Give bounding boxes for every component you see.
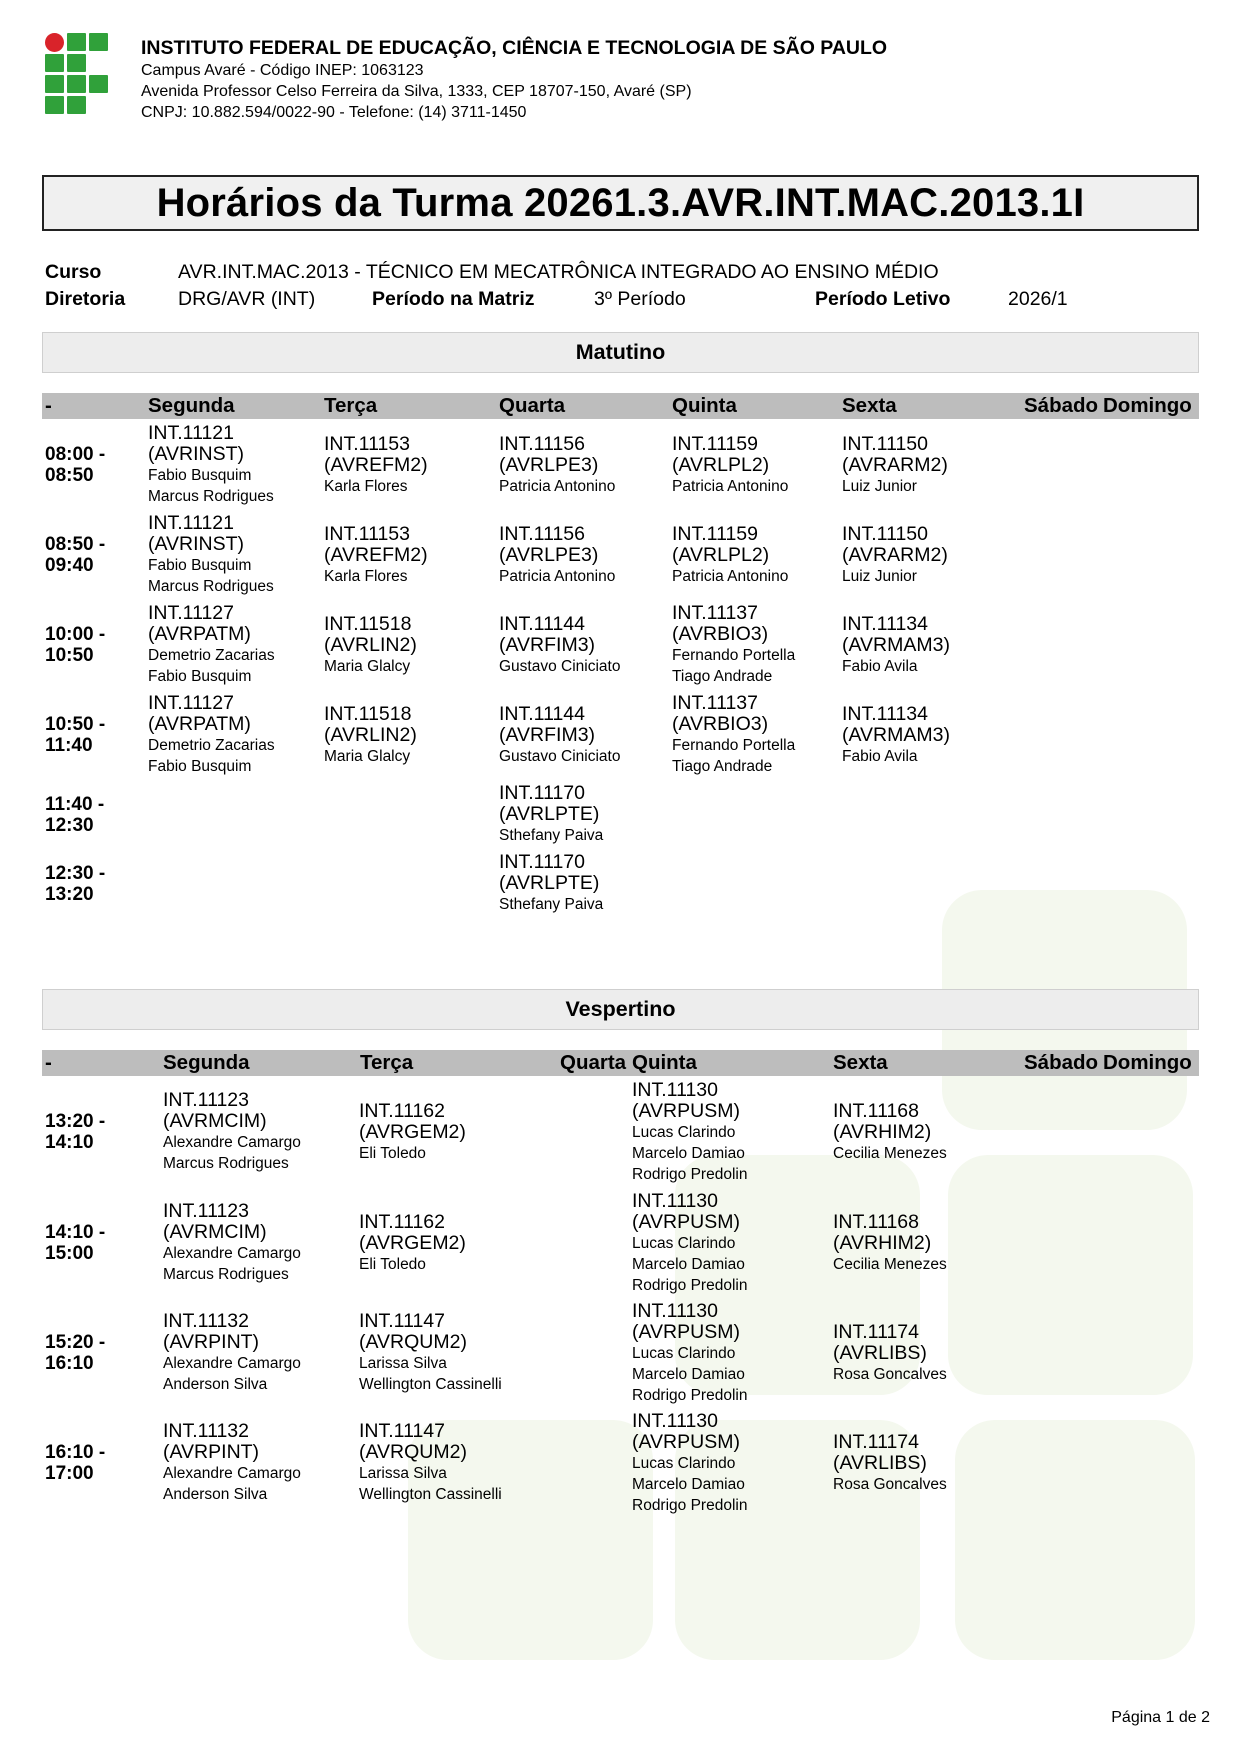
column-header-quinta: Quinta — [672, 394, 737, 417]
course-code: INT.11127 — [148, 692, 234, 714]
logo-square — [67, 96, 86, 114]
course-cell — [833, 1322, 947, 1385]
column-header-quinta: Quinta — [632, 1051, 697, 1074]
title-box — [42, 175, 1199, 231]
course-code: INT.11130 — [632, 1299, 718, 1322]
teacher-name: Demetrio Zacarias — [148, 647, 275, 664]
course-code: INT.11162 — [359, 1210, 445, 1233]
course-code: INT.11518 — [324, 702, 412, 725]
course-code: INT.11174 — [833, 1320, 919, 1343]
column-header-quarta: Quarta — [499, 394, 566, 417]
teacher-name: Fernando Portella — [672, 647, 796, 664]
course-abbreviation: (AVRPUSM) — [632, 1320, 740, 1343]
course-code: INT.11159 — [672, 522, 758, 545]
periodo-letivo-label: Período Letivo — [815, 288, 951, 310]
course-abbreviation: (AVRFIM3) — [499, 723, 596, 746]
course-cell — [842, 434, 948, 497]
course-cell — [499, 614, 620, 677]
teacher-name: Wellington Cassinelli — [359, 1486, 502, 1503]
time-slot-line: 08:50 - — [45, 534, 106, 555]
teacher-name: Karla Flores — [324, 477, 408, 495]
course-code: INT.11123 — [163, 1200, 249, 1222]
course-cell — [672, 693, 795, 777]
teacher-name: Cecilia Menezes — [833, 1255, 947, 1273]
course-cell — [148, 693, 275, 777]
course-cell — [148, 513, 274, 597]
column-header-sexta: Sexta — [833, 1051, 888, 1074]
teacher-name: Marcelo Damiao — [632, 1255, 745, 1273]
course-cell — [324, 614, 417, 677]
time-slot — [45, 444, 105, 486]
course-code: INT.11134 — [842, 702, 928, 725]
course-abbreviation: (AVRLPTE) — [499, 803, 600, 825]
course-cell — [632, 1411, 747, 1516]
teacher-name: Rodrigo Predolin — [632, 1165, 748, 1183]
course-abbreviation: (AVRMCIM) — [163, 1110, 267, 1132]
teacher-name: Wellington Cassinelli — [359, 1376, 502, 1393]
teacher-name: Alexandre Camargo — [163, 1355, 301, 1372]
course-abbreviation: (AVRPATM) — [148, 623, 251, 645]
vespertino-column-header — [42, 1050, 1199, 1076]
logo-red-dot — [45, 33, 64, 52]
course-abbreviation: (AVRLPTE) — [499, 872, 600, 894]
course-code: INT.11137 — [672, 692, 758, 714]
column-header-domingo: Domingo — [1103, 1051, 1192, 1074]
teacher-name: Luiz Junior — [842, 567, 917, 585]
curso-value: AVR.INT.MAC.2013 - TÉCNICO EM MECATRÔNICA INTEGRADO AO ENSINO MÉDIO — [178, 261, 939, 283]
vespertino-section-header: Vespertino — [42, 989, 1199, 1030]
teacher-name: Alexandre Camargo — [163, 1465, 301, 1482]
course-code: INT.11144 — [499, 612, 585, 635]
teacher-name: Eli Toledo — [359, 1255, 426, 1273]
teacher-name: Patricia Antonino — [672, 567, 789, 585]
time-slot-line: 11:40 - — [45, 793, 105, 815]
column-header-quarta: Quarta — [560, 1051, 627, 1074]
course-code: INT.11130 — [632, 1078, 718, 1101]
course-code: INT.11127 — [148, 602, 234, 624]
course-code: INT.11147 — [359, 1420, 445, 1442]
time-slot-line: 16:10 - — [45, 1442, 106, 1463]
course-code: INT.11170 — [499, 851, 585, 873]
course-abbreviation: (AVRLPE3) — [499, 453, 599, 476]
time-slot-line: 14:10 — [45, 1132, 94, 1153]
teacher-name: Marcus Rodrigues — [163, 1155, 289, 1172]
teacher-name: Maria Glalcy — [324, 657, 411, 675]
teacher-name: Fabio Busquim — [148, 467, 252, 484]
institution-header — [141, 36, 887, 123]
time-slot — [45, 863, 105, 905]
time-slot — [45, 1222, 105, 1264]
periodo-letivo-value: 2026/1 — [1008, 288, 1068, 310]
column-header: - — [45, 1051, 52, 1074]
column-header-sabado: Sábado — [1024, 394, 1099, 417]
course-cell — [163, 1421, 301, 1505]
course-cell — [672, 524, 788, 587]
time-slot — [45, 1111, 105, 1153]
course-abbreviation: (AVRHIM2) — [833, 1120, 932, 1143]
course-abbreviation: (AVRBIO3) — [672, 623, 769, 645]
time-slot — [45, 794, 104, 836]
course-abbreviation: (AVREFM2) — [324, 543, 428, 566]
course-abbreviation: (AVRQUM2) — [359, 1441, 467, 1463]
course-cell — [359, 1311, 502, 1395]
time-slot-line: 12:30 - — [45, 862, 106, 884]
course-code: INT.11156 — [499, 522, 585, 545]
course-cell — [359, 1212, 466, 1275]
diretoria-value: DRG/AVR (INT) — [178, 288, 316, 310]
course-code: INT.11153 — [324, 522, 410, 545]
course-abbreviation: (AVRPINT) — [163, 1441, 260, 1463]
column-header-terca: Terça — [360, 1051, 414, 1074]
course-code: INT.11132 — [163, 1310, 249, 1332]
course-abbreviation: (AVRMCIM) — [163, 1221, 267, 1243]
page-number: Página 1 de 2 — [1111, 1709, 1210, 1726]
course-abbreviation: (AVRPATM) — [148, 713, 251, 735]
course-code: INT.11144 — [499, 702, 585, 725]
course-abbreviation: (AVRHIM2) — [833, 1231, 932, 1254]
course-cell — [499, 434, 615, 497]
course-code: INT.11150 — [842, 432, 928, 455]
course-code: INT.11132 — [163, 1420, 249, 1442]
teacher-name: Rodrigo Predolin — [632, 1386, 748, 1404]
course-abbreviation: (AVRPUSM) — [632, 1210, 740, 1233]
course-cell — [842, 614, 950, 677]
teacher-name: Patricia Antonino — [499, 567, 616, 585]
time-slot-line: 10:50 - — [45, 714, 106, 735]
course-abbreviation: (AVRLIN2) — [324, 633, 417, 656]
logo-square — [45, 75, 64, 93]
course-code: INT.11134 — [842, 612, 928, 635]
course-abbreviation: (AVRARM2) — [842, 453, 948, 476]
course-abbreviation: (AVRMAM3) — [842, 723, 950, 746]
teacher-name: Fabio Busquim — [148, 668, 252, 685]
course-abbreviation: (AVRBIO3) — [672, 713, 769, 735]
course-cell — [499, 783, 603, 846]
time-slot-line: 11:40 — [45, 735, 93, 756]
time-slot-line: 13:20 — [45, 883, 94, 905]
time-slot-line: 16:10 — [45, 1353, 94, 1374]
course-code: INT.11121 — [148, 422, 234, 444]
column-header-terca: Terça — [324, 394, 378, 417]
diretoria-label: Diretoria — [45, 288, 126, 310]
course-abbreviation: (AVRINST) — [148, 533, 245, 555]
logo-square — [89, 33, 108, 51]
course-code: INT.11123 — [163, 1089, 249, 1111]
teacher-name: Larissa Silva — [359, 1355, 447, 1372]
time-slot — [45, 714, 105, 756]
logo-square — [67, 54, 86, 72]
page-title: Horários da Turma 20261.3.AVR.INT.MAC.2013.1I — [156, 180, 1085, 225]
logo-square — [89, 75, 108, 93]
institution-campus: Campus Avaré - Código INEP: 1063123 — [141, 62, 424, 79]
teacher-name: Patricia Antonino — [672, 477, 789, 495]
course-cell — [672, 434, 788, 497]
teacher-name: Patricia Antonino — [499, 477, 616, 495]
course-code: INT.11174 — [833, 1430, 919, 1453]
time-slot-line: 10:00 - — [45, 624, 106, 645]
course-abbreviation: (AVRLPE3) — [499, 543, 599, 566]
time-slot-line: 13:20 - — [45, 1111, 106, 1132]
course-abbreviation: (AVREFM2) — [324, 453, 428, 476]
periodo-matriz-label: Período na Matriz — [372, 288, 535, 310]
course-cell — [833, 1212, 947, 1275]
time-slot-line: 08:50 — [45, 465, 94, 486]
teacher-name: Marcus Rodrigues — [163, 1266, 289, 1283]
curso-label: Curso — [45, 261, 102, 283]
teacher-name: Gustavo Ciniciato — [499, 657, 621, 675]
column-header-sexta: Sexta — [842, 394, 897, 417]
institution-logo — [44, 32, 112, 116]
teacher-name: Sthefany Paiva — [499, 827, 604, 844]
teacher-name: Sthefany Paiva — [499, 896, 604, 913]
teacher-name: Luiz Junior — [842, 477, 917, 495]
column-header-segunda: Segunda — [163, 1051, 250, 1074]
course-code: INT.11137 — [672, 602, 758, 624]
course-cell — [359, 1101, 466, 1164]
column-header-domingo: Domingo — [1103, 394, 1192, 417]
course-abbreviation: (AVRLIBS) — [833, 1341, 927, 1364]
time-slot — [45, 624, 105, 666]
course-cell — [833, 1432, 947, 1495]
course-abbreviation: (AVRGEM2) — [359, 1120, 466, 1143]
time-slot — [45, 1442, 105, 1484]
teacher-name: Fabio Avila — [842, 657, 918, 675]
matutino-section-header: Matutino — [42, 332, 1199, 373]
time-slot-line: 09:40 — [45, 555, 94, 576]
course-cell — [324, 524, 428, 587]
course-code: INT.11170 — [499, 782, 585, 804]
logo-square — [45, 96, 64, 114]
teacher-name: Marcelo Damiao — [632, 1144, 745, 1162]
teacher-name: Lucas Clarindo — [632, 1454, 736, 1472]
teacher-name: Tiago Andrade — [672, 668, 773, 685]
course-cell — [148, 423, 274, 507]
course-abbreviation: (AVRPUSM) — [632, 1430, 740, 1453]
course-cell — [324, 704, 417, 767]
institution-address: Avenida Professor Celso Ferreira da Silva, 1333, CEP 18707-150, Avaré (SP) — [141, 83, 692, 100]
teacher-name: Anderson Silva — [163, 1486, 268, 1503]
course-cell — [842, 704, 950, 767]
teacher-name: Marcus Rodrigues — [148, 578, 274, 595]
teacher-name: Alexandre Camargo — [163, 1245, 301, 1262]
course-abbreviation: (AVRMAM3) — [842, 633, 950, 656]
course-code: INT.11518 — [324, 612, 412, 635]
teacher-name: Gustavo Ciniciato — [499, 747, 621, 765]
course-cell — [632, 1301, 747, 1406]
course-cell — [359, 1421, 502, 1505]
course-code: INT.11147 — [359, 1310, 445, 1332]
course-code: INT.11162 — [359, 1099, 445, 1122]
teacher-name: Marcelo Damiao — [632, 1365, 745, 1383]
course-abbreviation: (AVRFIM3) — [499, 633, 596, 656]
time-slot-line: 17:00 — [45, 1463, 94, 1484]
course-cell — [163, 1311, 301, 1395]
teacher-name: Eli Toledo — [359, 1144, 426, 1162]
time-slot-line: 12:30 — [45, 814, 94, 836]
time-slot-line: 10:50 — [45, 645, 94, 666]
course-cell — [499, 704, 620, 767]
course-abbreviation: (AVRARM2) — [842, 543, 948, 566]
teacher-name: Anderson Silva — [163, 1376, 268, 1393]
course-cell — [324, 434, 428, 497]
teacher-name: Lucas Clarindo — [632, 1344, 736, 1362]
course-abbreviation: (AVRLPL2) — [672, 453, 770, 476]
course-cell — [499, 524, 615, 587]
column-header: - — [45, 394, 52, 417]
course-code: INT.11153 — [324, 432, 410, 455]
course-code: INT.11130 — [632, 1409, 718, 1432]
matutino-column-header — [42, 393, 1199, 419]
course-abbreviation: (AVRINST) — [148, 443, 245, 465]
teacher-name: Marcelo Damiao — [632, 1475, 745, 1493]
logo-square — [67, 75, 86, 93]
course-abbreviation: (AVRLIN2) — [324, 723, 417, 746]
course-code: INT.11168 — [833, 1210, 919, 1233]
teacher-name: Karla Flores — [324, 567, 408, 585]
course-code: INT.11159 — [672, 432, 758, 455]
periodo-matriz-value: 3º Período — [594, 288, 686, 310]
teacher-name: Larissa Silva — [359, 1465, 447, 1482]
course-abbreviation: (AVRGEM2) — [359, 1231, 466, 1254]
course-abbreviation: (AVRQUM2) — [359, 1331, 467, 1353]
course-abbreviation: (AVRLPL2) — [672, 543, 770, 566]
course-abbreviation: (AVRPINT) — [163, 1331, 260, 1353]
logo-square — [67, 33, 86, 51]
teacher-name: Rodrigo Predolin — [632, 1496, 748, 1514]
course-abbreviation: (AVRPUSM) — [632, 1099, 740, 1122]
teacher-name: Rosa Goncalves — [833, 1365, 947, 1383]
course-cell — [499, 852, 603, 915]
course-cell — [632, 1080, 747, 1185]
teacher-name: Maria Glalcy — [324, 747, 411, 765]
logo-square — [45, 54, 64, 72]
course-code: INT.11121 — [148, 512, 234, 534]
teacher-name: Demetrio Zacarias — [148, 737, 275, 754]
column-header-sabado: Sábado — [1024, 1051, 1099, 1074]
course-cell — [842, 524, 948, 587]
teacher-name: Fernando Portella — [672, 737, 796, 754]
teacher-name: Lucas Clarindo — [632, 1234, 736, 1252]
teacher-name: Marcus Rodrigues — [148, 488, 274, 505]
teacher-name: Tiago Andrade — [672, 758, 773, 775]
course-cell — [672, 603, 795, 687]
course-abbreviation: (AVRLIBS) — [833, 1451, 927, 1474]
course-cell — [632, 1191, 747, 1296]
teacher-name: Cecilia Menezes — [833, 1144, 947, 1162]
teacher-name: Rosa Goncalves — [833, 1475, 947, 1493]
course-code: INT.11130 — [632, 1189, 718, 1212]
time-slot — [45, 1332, 105, 1374]
course-cell — [148, 603, 275, 687]
teacher-name: Fabio Busquim — [148, 557, 252, 574]
time-slot-line: 15:20 - — [45, 1332, 106, 1353]
teacher-name: Fabio Avila — [842, 747, 918, 765]
time-slot-line: 15:00 — [45, 1243, 94, 1264]
teacher-name: Alexandre Camargo — [163, 1134, 301, 1151]
course-cell — [833, 1101, 947, 1164]
teacher-name: Rodrigo Predolin — [632, 1276, 748, 1294]
course-cell — [163, 1201, 301, 1285]
column-header-segunda: Segunda — [148, 394, 235, 417]
time-slot — [45, 534, 105, 576]
course-code: INT.11150 — [842, 522, 928, 545]
teacher-name: Lucas Clarindo — [632, 1123, 736, 1141]
institution-name: INSTITUTO FEDERAL DE EDUCAÇÃO, CIÊNCIA E TECNOLOGIA DE SÃO PAULO — [141, 37, 888, 59]
course-code: INT.11156 — [499, 432, 585, 455]
course-cell — [163, 1090, 301, 1174]
time-slot-line: 08:00 - — [45, 444, 106, 465]
institution-contact: CNPJ: 10.882.594/0022-90 - Telefone: (14) 3711-1450 — [141, 104, 527, 121]
teacher-name: Fabio Busquim — [148, 758, 252, 775]
course-code: INT.11168 — [833, 1099, 919, 1122]
time-slot-line: 14:10 - — [45, 1222, 106, 1243]
